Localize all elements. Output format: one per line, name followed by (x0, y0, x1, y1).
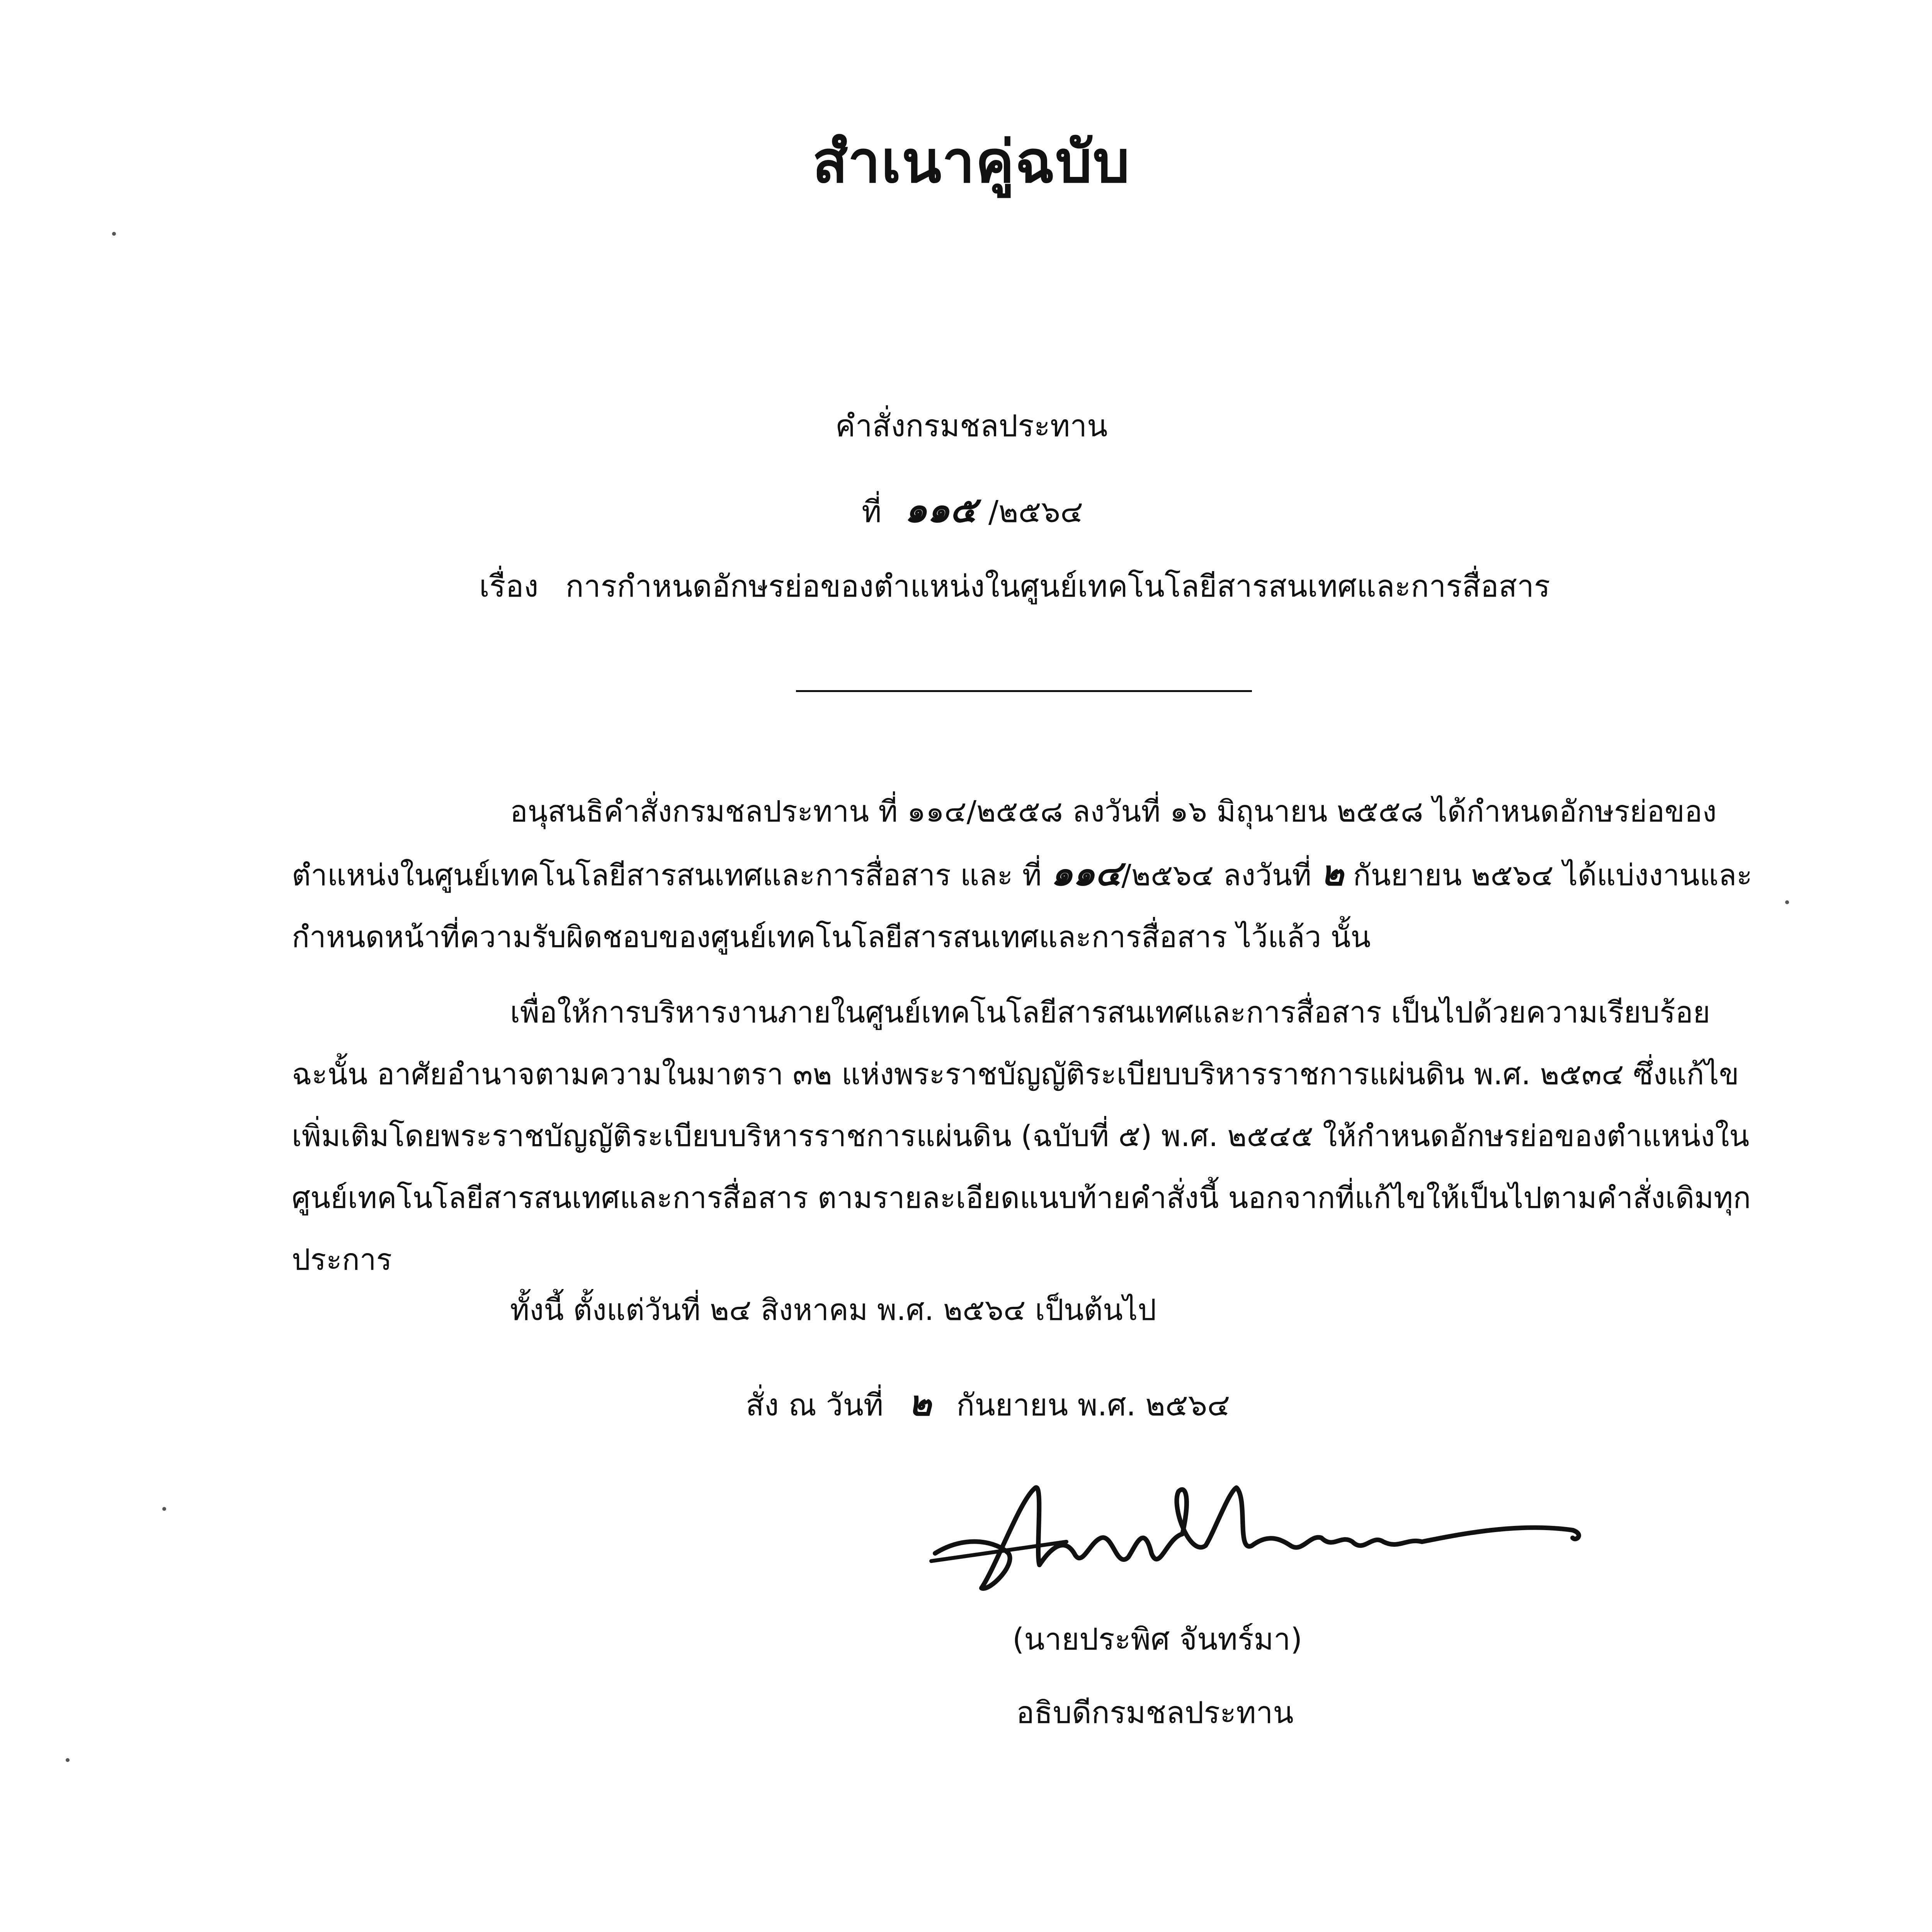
given-date-line (746, 1376, 1230, 1431)
order-number (862, 481, 1083, 538)
order-number-prefix: ที่ (862, 495, 882, 529)
paragraph-reference-part2: /๒๕๖๔ ลงวันที่ (1121, 858, 1311, 892)
scan-speck (66, 1758, 70, 1762)
signer-name: (นายประพิศ จันทร์มา) (1012, 1622, 1303, 1657)
given-prefix: สั่ง ณ วันที่ (746, 1388, 884, 1423)
paragraph-reference-part3: กันยายน ๒๕๖๔ ได้แบ่งงานและกำหนดหน้าที่ความรับผิดชอบของศูนย์เทคโนโลยีสารสนเทศและการสื่อสาร ไว้แล้ว นั้น (292, 858, 1752, 954)
paragraph-effective-date: ทั้งนี้ ตั้งแต่วันที่ ๒๔ สิงหาคม พ.ศ. ๒๕๖๔ เป็นต้นไป (510, 1293, 1156, 1327)
order-number-handwritten: ๑๑๕ (905, 489, 977, 531)
subject-label: เรื่อง (479, 569, 539, 604)
paragraph-reference (292, 781, 1760, 968)
subject-line (479, 562, 1550, 610)
subject-text: การกำหนดอักษรย่อของตำแหน่งในศูนย์เทคโนโลยีสารสนเทศและการสื่อสาร (565, 569, 1550, 604)
signer-title: อธิบดีกรมชลประทาน (1016, 1696, 1294, 1730)
scan-speck (162, 1507, 166, 1511)
order-issuer: คำสั่งกรมชลประทาน (835, 409, 1108, 444)
scan-speck (112, 232, 116, 236)
handwritten-order-number: ๑๑๔ (1051, 853, 1122, 894)
director-signature (920, 1476, 1596, 1607)
copy-heading: สำเนาคู่ฉบับ (812, 129, 1131, 196)
order-number-suffix: /๒๕๖๔ (988, 495, 1083, 529)
given-handwritten-day: ๒ (908, 1383, 932, 1424)
paragraph-authority (292, 981, 1760, 1291)
given-suffix: กันยายน พ.ศ. ๒๕๖๔ (956, 1388, 1230, 1423)
handwritten-day: ๒ (1321, 853, 1344, 894)
paragraph-authority-text: เพื่อให้การบริหารงานภายในศูนย์เทคโนโลยีสารสนเทศและการสื่อสาร เป็นไปด้วยความเรียบร้อย ฉะนั้น อาศัยอำนาจตามความในมาตรา ๓๒ แห่งพระราชบัญญัติระเบียบบริหารราชการแผ่นดิน พ.ศ. ๒๕๓๔ ซึ่งแก้ไขเพิ่มเติมโดยพระราชบัญญัติระเบียบบริหารราชการแผ่นดิน (ฉบับที่ ๕) พ.ศ. ๒๕๔๕ ให้กำหนดอักษรย่อของตำแหน่งในศูนย์เทคโนโลยีสารสนเทศและการสื่อสาร ตามรายละเอียดแนบท้ายคำสั่งนี้ นอกจากที่แก้ไขให้เป็นไปตามคำสั่งเดิมทุกประการ (292, 995, 1751, 1277)
paragraph-reference-part1: อนุสนธิคำสั่งกรมชลประทาน ที่ ๑๑๔/๒๕๕๘ ลงวันที่ ๑๖ มิถุนายน ๒๕๕๘ ได้กำหนดอักษรย่อของตำแหน่งในศูนย์เทคโนโลยีสารสนเทศและการสื่อสาร และ ที่ (292, 794, 1717, 892)
scan-speck (1785, 900, 1789, 904)
header-divider (796, 690, 1252, 692)
